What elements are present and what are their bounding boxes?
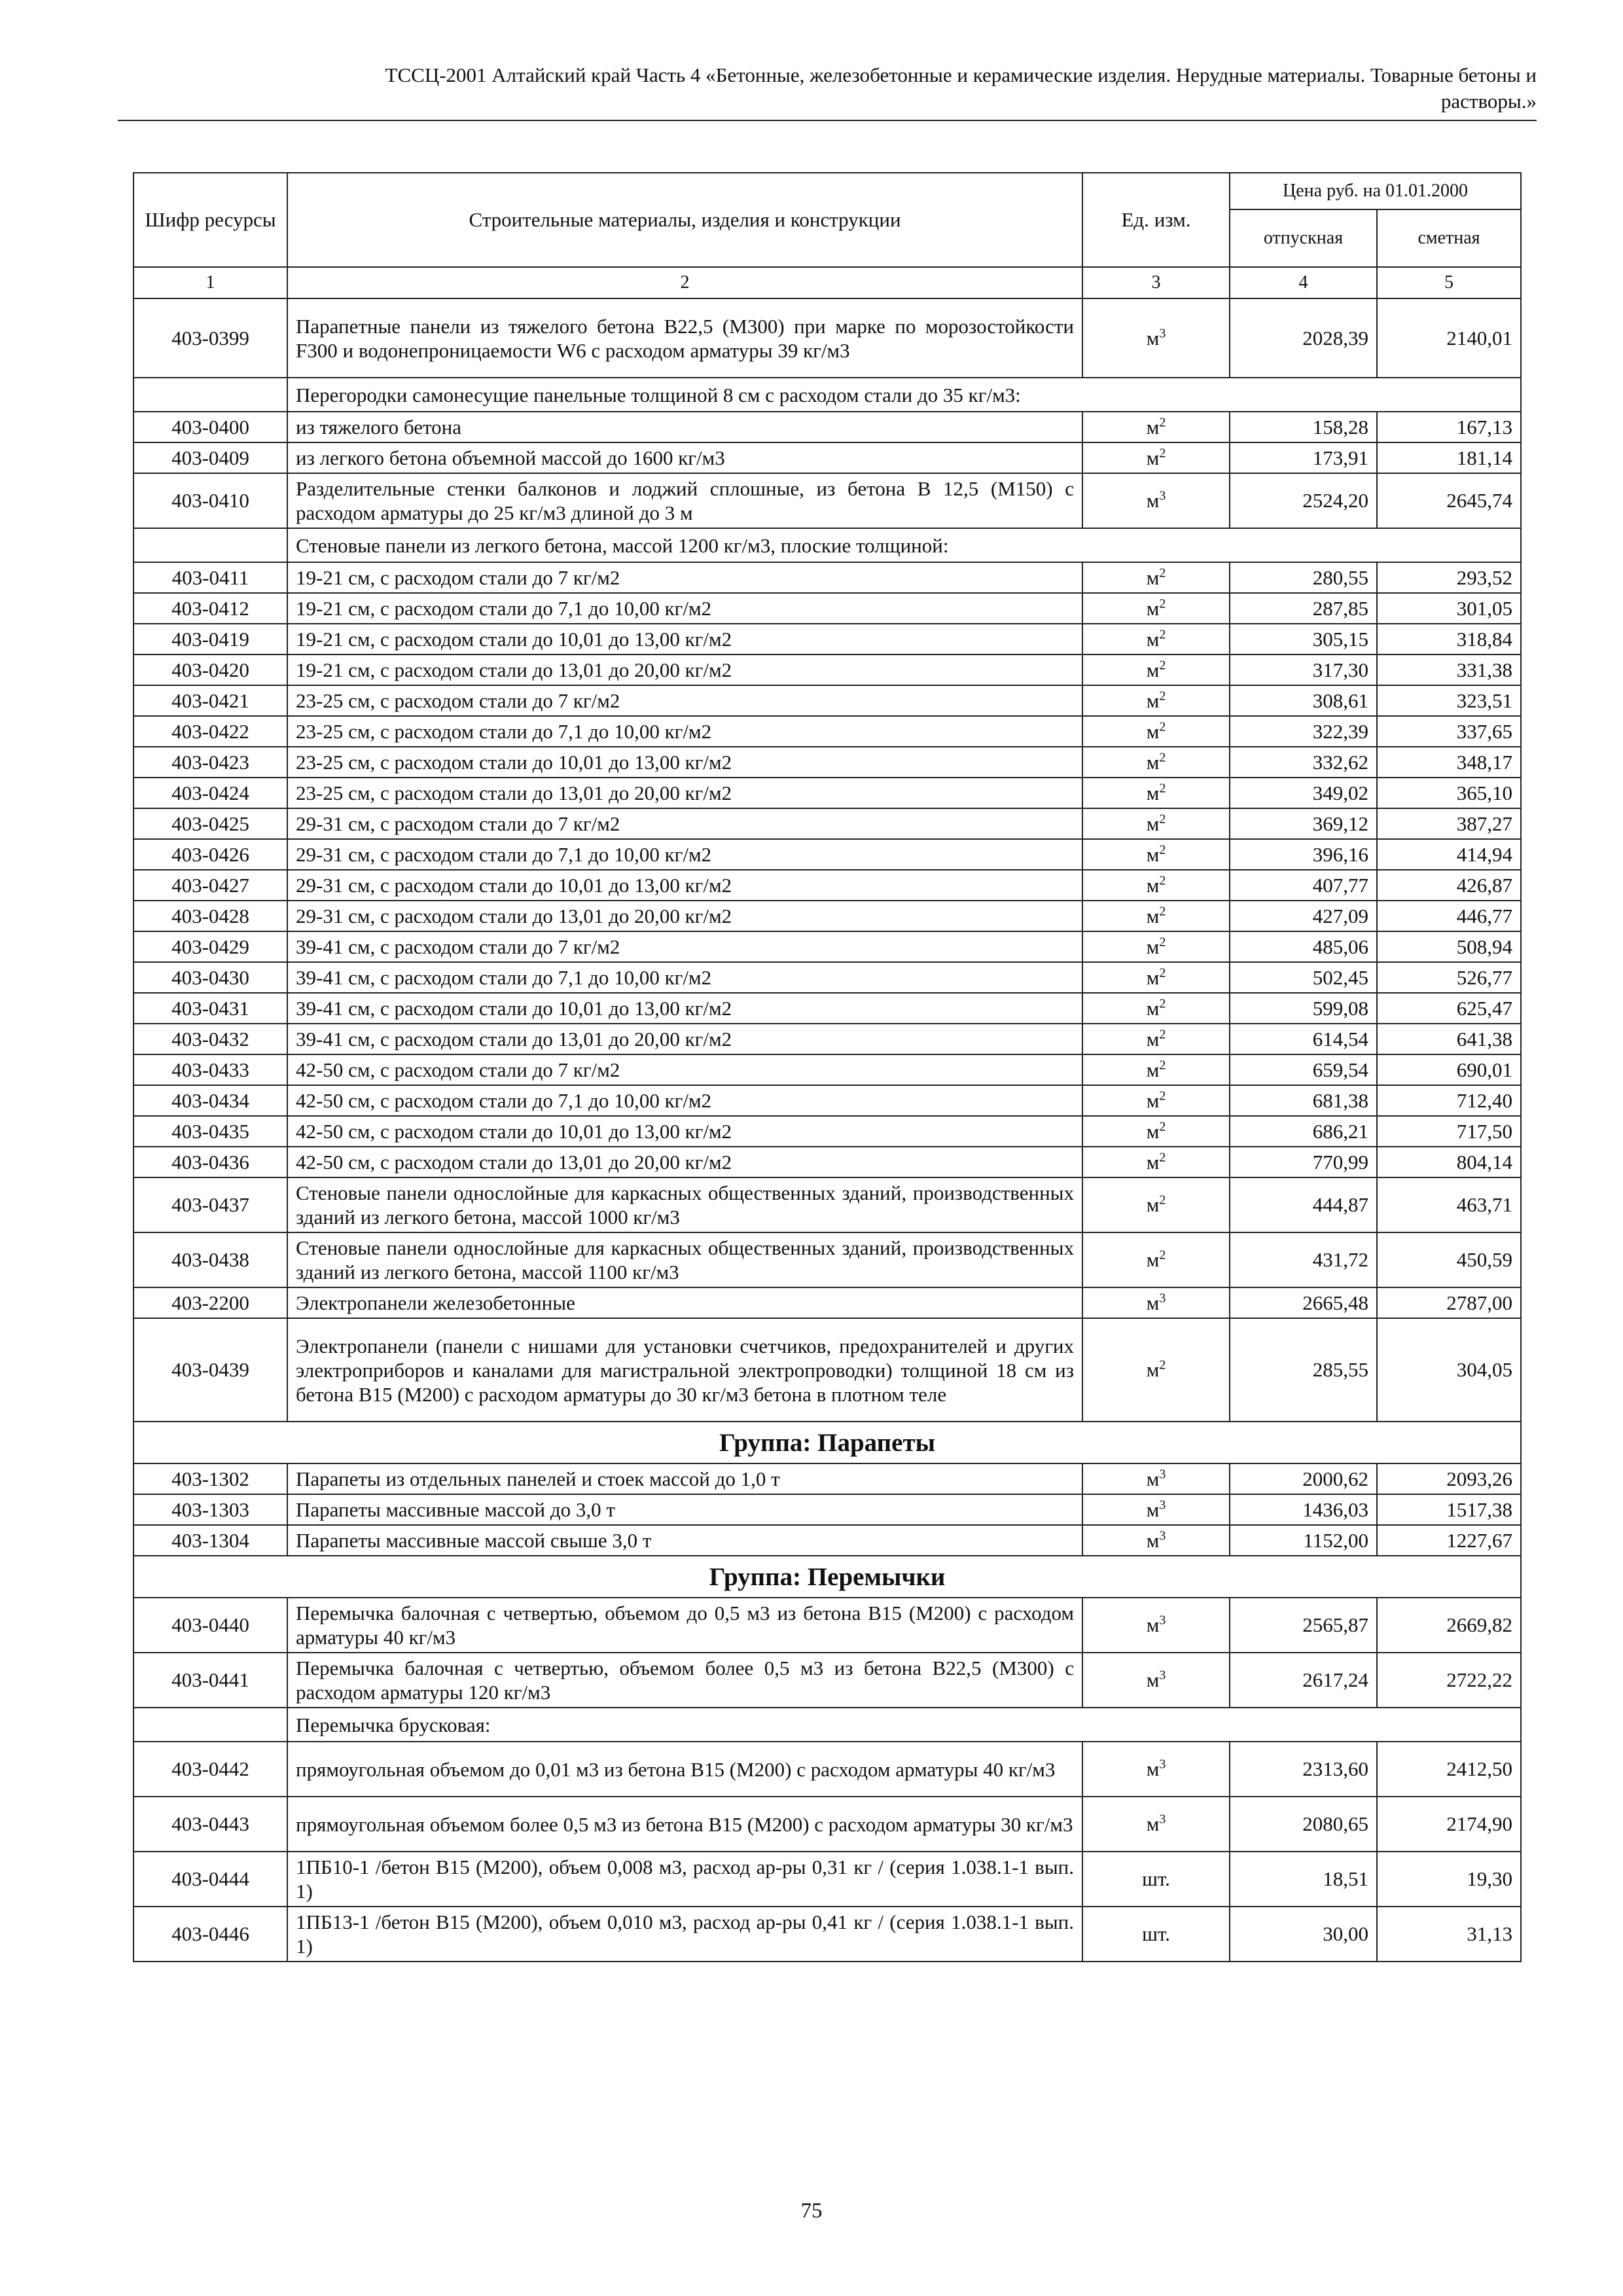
row-description: Перемычка балочная с четвертью, объемом более 0,5 м3 из бетона В22,5 (М300) с расходом арматуры 120 кг/м3 [287,1653,1082,1708]
table-row [134,993,1521,1024]
col-number: 3 [1082,267,1230,298]
row-description: Парапеты массивные массой свыше 3,0 т [287,1525,1082,1556]
row-price-estimate: 717,50 [1377,1116,1521,1147]
table-row [134,1852,1521,1907]
table-row [134,931,1521,962]
subheading-row [134,1708,1521,1742]
row-code: 403-1304 [134,1525,287,1556]
col-number: 2 [287,267,1082,298]
row-code: 403-0399 [134,298,287,378]
row-price-release: 322,39 [1230,716,1377,747]
row-price-release: 308,61 [1230,685,1377,716]
table-row [134,1287,1521,1318]
row-subheading: Перемычка брусковая: [287,1708,1521,1742]
empty-cell [134,1708,287,1742]
row-price-estimate: 348,17 [1377,747,1521,778]
row-unit: $м^2$ [1082,839,1230,870]
row-description: 39-41 см, с расходом стали до 10,01 до 13,00 кг/м2 [287,993,1082,1024]
row-price-release: 485,06 [1230,931,1377,962]
row-price-release: 681,38 [1230,1085,1377,1116]
table-row [134,1085,1521,1116]
row-code: 403-0409 [134,442,287,473]
row-description: 19-21 см, с расходом стали до 13,01 до 20,00 кг/м2 [287,655,1082,685]
table-row [134,412,1521,442]
row-price-estimate: 2093,26 [1377,1463,1521,1494]
row-price-release: 407,77 [1230,870,1377,901]
row-unit: $м^2$ [1082,593,1230,624]
row-code: 403-0441 [134,1653,287,1708]
row-unit: шт. [1082,1852,1230,1907]
table-row [134,562,1521,593]
row-price-estimate: 712,40 [1377,1085,1521,1116]
row-price-release: 349,02 [1230,778,1377,808]
row-description: 42-50 см, с расходом стали до 7,1 до 10,00 кг/м2 [287,1085,1082,1116]
row-code: 403-0431 [134,993,287,1024]
row-code: 403-0427 [134,870,287,901]
row-code: 403-0434 [134,1085,287,1116]
page-header [118,62,1537,121]
row-price-release: 287,85 [1230,593,1377,624]
row-price-estimate: 2787,00 [1377,1287,1521,1318]
row-unit: $м^2$ [1082,1232,1230,1287]
row-price-release: 30,00 [1230,1907,1377,1962]
row-unit: $м^2$ [1082,655,1230,685]
row-description: 39-41 см, с расходом стали до 7 кг/м2 [287,931,1082,962]
table-row [134,1598,1521,1653]
row-description: Парапетные панели из тяжелого бетона B22,5 (M300) при марке по морозостойкости F300 и водонепроницаемости W6 с расходом арматуры 39 кг/м3 [287,298,1082,378]
row-unit: $м^3$ [1082,1463,1230,1494]
row-price-estimate: 331,38 [1377,655,1521,685]
row-price-release: 2000,62 [1230,1463,1377,1494]
row-unit: $м^3$ [1082,298,1230,378]
row-description: 42-50 см, с расходом стали до 10,01 до 13,00 кг/м2 [287,1116,1082,1147]
row-description: 1ПБ10-1 /бетон В15 (М200), объем 0,008 м3, расход ар-ры 0,31 кг / (серия 1.038.1-1 вып. 1) [287,1852,1082,1907]
row-price-estimate: 318,84 [1377,624,1521,655]
row-unit: $м^2$ [1082,412,1230,442]
row-code: 403-0433 [134,1054,287,1085]
row-price-estimate: 446,77 [1377,901,1521,931]
row-unit: $м^2$ [1082,1024,1230,1054]
page-number: 75 [800,2199,823,2223]
row-unit: $м^2$ [1082,778,1230,808]
row-description: прямоугольная объемом более 0,5 м3 из бетона В15 (М200) с расходом арматуры 30 кг/м3 [287,1797,1082,1852]
row-price-release: 18,51 [1230,1852,1377,1907]
row-price-estimate: 293,52 [1377,562,1521,593]
row-unit: $м^3$ [1082,1287,1230,1318]
row-price-estimate: 1517,38 [1377,1494,1521,1525]
table-row [134,778,1521,808]
table-row [134,1742,1521,1797]
row-unit: $м^3$ [1082,1494,1230,1525]
row-price-estimate: 2669,82 [1377,1598,1521,1653]
row-unit: $м^2$ [1082,870,1230,901]
row-unit: $м^2$ [1082,1054,1230,1085]
row-price-release: 2028,39 [1230,298,1377,378]
row-code: 403-0411 [134,562,287,593]
row-description: Разделительные стенки балконов и лоджий сплошные, из бетона В 12,5 (М150) с расходом арматуры до 25 кг/м3 длиной до 3 м [287,473,1082,528]
group-title: Группа: Парапеты [134,1422,1521,1463]
row-description: из легкого бетона объемной массой до 1600 кг/м3 [287,442,1082,473]
row-unit: $м^2$ [1082,716,1230,747]
table-row [134,962,1521,993]
row-description: Электропанели (панели с нишами для установки счетчиков, предохранителей и других электроприборов и каналами для магистральной электропроводки) толщиной 18 см из бетона В15 (М200) с расходом арматуры до 30 кг/м3 бетона в плотном теле [287,1318,1082,1422]
row-code: 403-0400 [134,412,287,442]
row-price-release: 2080,65 [1230,1797,1377,1852]
row-price-estimate: 426,87 [1377,870,1521,901]
row-code: 403-0432 [134,1024,287,1054]
table-row [134,716,1521,747]
row-price-release: 686,21 [1230,1116,1377,1147]
row-price-estimate: 2140,01 [1377,298,1521,378]
row-unit: шт. [1082,1907,1230,1962]
row-price-estimate: 181,14 [1377,442,1521,473]
row-code: 403-0438 [134,1232,287,1287]
row-price-estimate: 301,05 [1377,593,1521,624]
row-price-release: 659,54 [1230,1054,1377,1085]
row-code: 403-1302 [134,1463,287,1494]
table-row [134,685,1521,716]
row-price-estimate: 463,71 [1377,1177,1521,1232]
table-row [134,442,1521,473]
row-price-estimate: 508,94 [1377,931,1521,962]
row-price-release: 305,15 [1230,624,1377,655]
header-line-2: растворы.» [1440,90,1537,113]
row-price-release: 2313,60 [1230,1742,1377,1797]
row-subheading: Стеновые панели из легкого бетона, массой 1200 кг/м3, плоские толщиной: [287,528,1521,562]
row-unit: $м^2$ [1082,901,1230,931]
table-row [134,473,1521,528]
row-unit: $м^2$ [1082,808,1230,839]
col-unit-header: Ед. изм. [1082,173,1230,267]
row-price-release: 599,08 [1230,993,1377,1024]
table-row [134,839,1521,870]
row-price-estimate: 31,13 [1377,1907,1521,1962]
row-code: 403-0410 [134,473,287,528]
col-number: 4 [1230,267,1377,298]
col-number: 1 [134,267,287,298]
row-description: Стеновые панели однослойные для каркасных общественных зданий, производственных зданий из легкого бетона, массой 1000 кг/м3 [287,1177,1082,1232]
row-unit: $м^2$ [1082,685,1230,716]
table-row [134,1653,1521,1708]
row-price-estimate: 414,94 [1377,839,1521,870]
row-price-release: 332,62 [1230,747,1377,778]
row-price-release: 2524,20 [1230,473,1377,528]
row-code: 403-0419 [134,624,287,655]
row-unit: $м^2$ [1082,1318,1230,1422]
row-unit: $м^3$ [1082,1598,1230,1653]
row-price-estimate: 804,14 [1377,1147,1521,1177]
row-description: прямоугольная объемом до 0,01 м3 из бетона В15 (М200) с расходом арматуры 40 кг/м3 [287,1742,1082,1797]
row-price-release: 173,91 [1230,442,1377,473]
row-price-estimate: 387,27 [1377,808,1521,839]
row-code: 403-0424 [134,778,287,808]
row-subheading: Перегородки самонесущие панельные толщиной 8 см с расходом стали до 35 кг/м3: [287,378,1521,412]
table-row [134,298,1521,378]
col-price-header: Цена руб. на 01.01.2000 [1230,173,1521,209]
table-row [134,1494,1521,1525]
row-unit: $м^3$ [1082,1797,1230,1852]
row-price-release: 427,09 [1230,901,1377,931]
row-price-release: 2565,87 [1230,1598,1377,1653]
table-row [134,901,1521,931]
row-price-estimate: 19,30 [1377,1852,1521,1907]
row-price-release: 1152,00 [1230,1525,1377,1556]
row-price-estimate: 337,65 [1377,716,1521,747]
row-code: 403-0425 [134,808,287,839]
row-description: 29-31 см, с расходом стали до 7,1 до 10,00 кг/м2 [287,839,1082,870]
row-code: 403-0428 [134,901,287,931]
row-code: 403-2200 [134,1287,287,1318]
row-price-release: 614,54 [1230,1024,1377,1054]
col-number: 5 [1377,267,1521,298]
row-description: 39-41 см, с расходом стали до 7,1 до 10,00 кг/м2 [287,962,1082,993]
row-code: 403-0420 [134,655,287,685]
row-price-estimate: 690,01 [1377,1054,1521,1085]
row-price-release: 431,72 [1230,1232,1377,1287]
table-row [134,1318,1521,1422]
table-row [134,1232,1521,1287]
row-description: 19-21 см, с расходом стали до 7 кг/м2 [287,562,1082,593]
row-price-estimate: 641,38 [1377,1024,1521,1054]
row-price-release: 396,16 [1230,839,1377,870]
row-code: 403-0442 [134,1742,287,1797]
table-row [134,655,1521,685]
row-description: из тяжелого бетона [287,412,1082,442]
table-row [134,870,1521,901]
row-price-estimate: 323,51 [1377,685,1521,716]
row-code: 403-0412 [134,593,287,624]
table-row [134,808,1521,839]
empty-cell [134,528,287,562]
subheading-row [134,528,1521,562]
table-row [134,1116,1521,1147]
table-row [134,1525,1521,1556]
row-unit: $м^3$ [1082,1525,1230,1556]
row-description: 23-25 см, с расходом стали до 10,01 до 13,00 кг/м2 [287,747,1082,778]
group-row [134,1556,1521,1598]
group-title: Группа: Перемычки [134,1556,1521,1598]
row-code: 403-1303 [134,1494,287,1525]
row-code: 403-0446 [134,1907,287,1962]
row-price-estimate: 2174,90 [1377,1797,1521,1852]
row-unit: $м^2$ [1082,442,1230,473]
row-unit: $м^2$ [1082,962,1230,993]
row-code: 403-0436 [134,1147,287,1177]
table-row [134,1024,1521,1054]
row-description: 23-25 см, с расходом стали до 13,01 до 20,00 кг/м2 [287,778,1082,808]
row-unit: $м^2$ [1082,1085,1230,1116]
table-row [134,1797,1521,1852]
col-code-header: Шифр ресурсы [134,173,287,267]
row-price-estimate: 167,13 [1377,412,1521,442]
table-row [134,747,1521,778]
row-code: 403-0437 [134,1177,287,1232]
row-price-release: 285,55 [1230,1318,1377,1422]
row-unit: $м^2$ [1082,562,1230,593]
row-code: 403-0422 [134,716,287,747]
table-row [134,1463,1521,1494]
subheading-row [134,378,1521,412]
row-description: 29-31 см, с расходом стали до 10,01 до 13,00 кг/м2 [287,870,1082,901]
row-price-estimate: 304,05 [1377,1318,1521,1422]
row-description: 39-41 см, с расходом стали до 13,01 до 20,00 кг/м2 [287,1024,1082,1054]
row-price-release: 369,12 [1230,808,1377,839]
row-unit: $м^2$ [1082,993,1230,1024]
row-unit: $м^2$ [1082,747,1230,778]
row-price-release: 280,55 [1230,562,1377,593]
row-description: 19-21 см, с расходом стали до 10,01 до 13,00 кг/м2 [287,624,1082,655]
row-description: 42-50 см, с расходом стали до 7 кг/м2 [287,1054,1082,1085]
table-row [134,1054,1521,1085]
row-price-release: 502,45 [1230,962,1377,993]
row-price-estimate: 450,59 [1377,1232,1521,1287]
row-unit: $м^2$ [1082,1147,1230,1177]
col-estimate-header: сметная [1377,209,1521,267]
row-description: 23-25 см, с расходом стали до 7,1 до 10,00 кг/м2 [287,716,1082,747]
row-price-release: 317,30 [1230,655,1377,685]
col-name-header: Строительные материалы, изделия и конструкции [287,173,1082,267]
row-description: 29-31 см, с расходом стали до 7 кг/м2 [287,808,1082,839]
row-description: 23-25 см, с расходом стали до 7 кг/м2 [287,685,1082,716]
row-description: 19-21 см, с расходом стали до 7,1 до 10,00 кг/м2 [287,593,1082,624]
row-price-release: 158,28 [1230,412,1377,442]
row-price-estimate: 2722,22 [1377,1653,1521,1708]
row-description: 42-50 см, с расходом стали до 13,01 до 20,00 кг/м2 [287,1147,1082,1177]
row-price-estimate: 526,77 [1377,962,1521,993]
row-code: 403-0429 [134,931,287,962]
row-price-release: 2617,24 [1230,1653,1377,1708]
row-description: Стеновые панели однослойные для каркасных общественных зданий, производственных зданий из легкого бетона, массой 1100 кг/м3 [287,1232,1082,1287]
price-table [133,172,1522,1962]
empty-cell [134,378,287,412]
row-code: 403-0423 [134,747,287,778]
row-price-release: 770,99 [1230,1147,1377,1177]
table-row [134,593,1521,624]
row-unit: $м^3$ [1082,473,1230,528]
row-unit: $м^2$ [1082,1116,1230,1147]
header-line-1: ТССЦ-2001 Алтайский край Часть 4 «Бетонные, железобетонные и керамические изделия. Нерудные материалы. Товарные бетоны и [385,63,1537,86]
row-description: Парапеты из отдельных панелей и стоек массой до 1,0 т [287,1463,1082,1494]
row-code: 403-0430 [134,962,287,993]
row-price-estimate: 1227,67 [1377,1525,1521,1556]
row-code: 403-0435 [134,1116,287,1147]
row-unit: $м^2$ [1082,624,1230,655]
row-unit: $м^2$ [1082,1177,1230,1232]
row-price-estimate: 365,10 [1377,778,1521,808]
row-description: Парапеты массивные массой до 3,0 т [287,1494,1082,1525]
row-description: 1ПБ13-1 /бетон В15 (М200), объем 0,010 м3, расход ар-ры 0,41 кг / (серия 1.038.1-1 вып. 1) [287,1907,1082,1962]
row-code: 403-0421 [134,685,287,716]
row-description: Электропанели железобетонные [287,1287,1082,1318]
table-row [134,1177,1521,1232]
table-body [134,298,1521,1962]
group-row [134,1422,1521,1463]
row-code: 403-0444 [134,1852,287,1907]
table-row [134,1147,1521,1177]
row-code: 403-0426 [134,839,287,870]
table-row [134,1907,1521,1962]
row-description: Перемычка балочная с четвертью, объемом до 0,5 м3 из бетона В15 (М200) с расходом арматуры 40 кг/м3 [287,1598,1082,1653]
row-unit: $м^2$ [1082,931,1230,962]
row-code: 403-0439 [134,1318,287,1422]
table-row [134,624,1521,655]
row-code: 403-0443 [134,1797,287,1852]
row-code: 403-0440 [134,1598,287,1653]
row-unit: $м^3$ [1082,1653,1230,1708]
row-description: 29-31 см, с расходом стали до 13,01 до 20,00 кг/м2 [287,901,1082,931]
row-price-release: 2665,48 [1230,1287,1377,1318]
col-release-header: отпускная [1230,209,1377,267]
row-price-estimate: 2412,50 [1377,1742,1521,1797]
row-price-estimate: 625,47 [1377,993,1521,1024]
row-price-release: 444,87 [1230,1177,1377,1232]
row-price-release: 1436,03 [1230,1494,1377,1525]
row-price-estimate: 2645,74 [1377,473,1521,528]
row-unit: $м^3$ [1082,1742,1230,1797]
